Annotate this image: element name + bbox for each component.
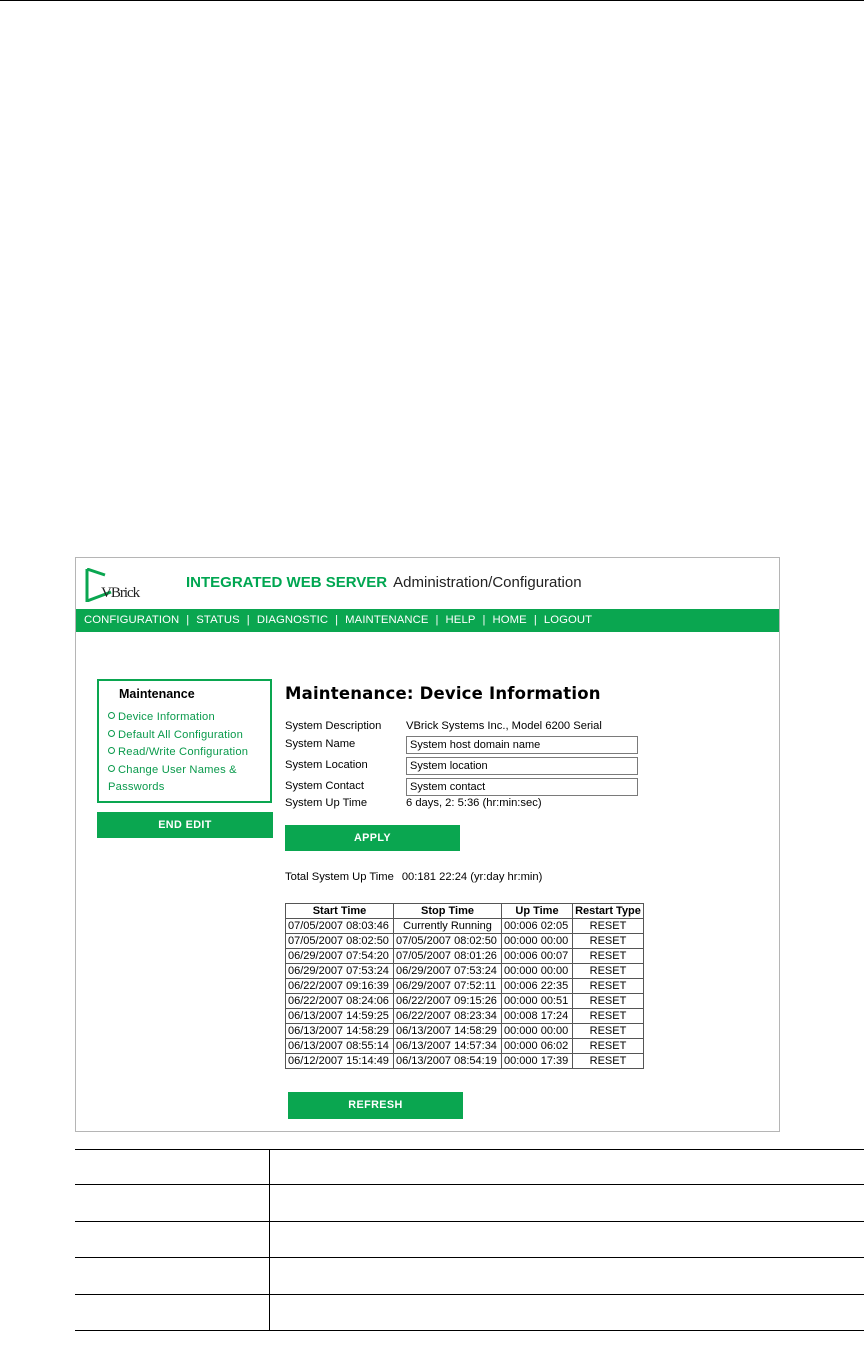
nav-logout[interactable]: LOGOUT <box>543 614 593 626</box>
table-header-row <box>286 904 644 919</box>
apply-button[interactable]: APPLY <box>285 825 460 851</box>
top-nav-bar: CONFIGURATION | STATUS | DIAGNOSTIC | MAINTENANCE | HELP | HOME | LOGOUT <box>76 609 779 632</box>
nav-help[interactable]: HELP <box>445 614 476 626</box>
cell-stop-time: 07/05/2007 08:01:26 <box>394 949 502 964</box>
app-title <box>186 574 582 591</box>
sidebar-title: Maintenance <box>119 687 195 701</box>
cell-restart-type: RESET <box>573 1054 644 1069</box>
cell-restart-type: RESET <box>573 994 644 1009</box>
cell-up-time: 00:006 00:07 <box>502 949 573 964</box>
system-description-value: VBrick Systems Inc., Model 6200 Serial <box>406 720 602 732</box>
cell-stop-time: 07/05/2007 08:02:50 <box>394 934 502 949</box>
column-divider <box>269 1185 270 1220</box>
total-uptime <box>285 871 542 883</box>
cell-start-time: 06/29/2007 07:54:20 <box>286 949 394 964</box>
column-divider <box>269 1222 270 1257</box>
app-title-strong: INTEGRATED WEB SERVER <box>186 574 388 591</box>
table-row <box>286 1054 644 1069</box>
table-row <box>286 1009 644 1024</box>
cell-start-time: 06/13/2007 08:55:14 <box>286 1039 394 1054</box>
total-uptime-value: 00:181 22:24 (yr:day hr:min) <box>401 871 543 883</box>
cell-up-time: 00:008 17:24 <box>502 1009 573 1024</box>
cell-up-time: 00:006 22:35 <box>502 979 573 994</box>
empty-table-row <box>75 1222 864 1258</box>
sidebar-item-label: Change User Names & Passwords <box>108 763 237 793</box>
column-divider <box>269 1258 270 1293</box>
refresh-button[interactable]: REFRESH <box>288 1092 463 1119</box>
table-row <box>286 979 644 994</box>
cell-start-time: 06/13/2007 14:59:25 <box>286 1009 394 1024</box>
nav-status[interactable]: STATUS <box>196 614 240 626</box>
system-contact-input[interactable] <box>406 778 638 796</box>
cell-up-time: 00:000 00:51 <box>502 994 573 1009</box>
system-name-input[interactable] <box>406 736 638 754</box>
cell-restart-type: RESET <box>573 1009 644 1024</box>
cell-start-time: 06/12/2007 15:14:49 <box>286 1054 394 1069</box>
cell-stop-time: 06/13/2007 14:57:34 <box>394 1039 502 1054</box>
app-title-rest: Administration/Configuration <box>393 574 582 591</box>
logo-text: VBrick <box>101 585 140 601</box>
total-uptime-label: Total System Up Time <box>285 871 394 883</box>
cell-start-time: 06/22/2007 08:24:06 <box>286 994 394 1009</box>
cell-start-time: 06/13/2007 14:58:29 <box>286 1024 394 1039</box>
nav-maintenance[interactable]: MAINTENANCE <box>345 614 429 626</box>
cell-start-time: 06/22/2007 09:16:39 <box>286 979 394 994</box>
cell-stop-time: 06/13/2007 08:54:19 <box>394 1054 502 1069</box>
system-description-label: System Description <box>285 720 382 732</box>
column-divider <box>269 1150 270 1184</box>
cell-restart-type: RESET <box>573 964 644 979</box>
system-location-input[interactable] <box>406 757 638 775</box>
table-row <box>286 919 644 934</box>
column-header-restart-type: Restart Type <box>573 904 644 919</box>
table-row <box>286 1039 644 1054</box>
system-name-label: System Name <box>285 738 356 750</box>
table-row <box>286 934 644 949</box>
document-empty-table <box>75 1149 864 1331</box>
cell-restart-type: RESET <box>573 979 644 994</box>
cell-up-time: 00:000 00:00 <box>502 964 573 979</box>
cell-stop-time: 06/13/2007 14:58:29 <box>394 1024 502 1039</box>
cell-start-time: 07/05/2007 08:03:46 <box>286 919 394 934</box>
table-row <box>286 994 644 1009</box>
empty-table-row <box>75 1149 864 1185</box>
table-row <box>286 1024 644 1039</box>
cell-restart-type: RESET <box>573 934 644 949</box>
maintenance-sidebar <box>97 679 272 803</box>
cell-restart-type: RESET <box>573 949 644 964</box>
cell-start-time: 07/05/2007 08:02:50 <box>286 934 394 949</box>
page-top-rule <box>0 0 864 1</box>
sidebar-item-read-write-configuration[interactable] <box>108 744 268 762</box>
system-uptime-label: System Up Time <box>285 797 368 809</box>
column-divider <box>269 1295 270 1330</box>
cell-up-time: 00:000 17:39 <box>502 1054 573 1069</box>
cell-start-time: 06/29/2007 07:53:24 <box>286 964 394 979</box>
cell-stop-time: 06/22/2007 08:23:34 <box>394 1009 502 1024</box>
vbrick-logo <box>85 568 140 602</box>
nav-configuration[interactable]: CONFIGURATION <box>84 614 180 626</box>
system-location-label: System Location <box>285 759 368 771</box>
bullet-icon <box>108 712 115 719</box>
cell-up-time: 00:000 06:02 <box>502 1039 573 1054</box>
cell-restart-type: RESET <box>573 919 644 934</box>
sidebar-item-device-information[interactable] <box>108 709 268 727</box>
web-server-screenshot <box>75 557 780 1132</box>
sidebar-item-label: Read/Write Configuration <box>118 746 249 758</box>
nav-diagnostic[interactable]: DIAGNOSTIC <box>256 614 329 626</box>
cell-stop-time: 06/29/2007 07:52:11 <box>394 979 502 994</box>
end-edit-button[interactable]: END EDIT <box>97 812 273 838</box>
sidebar-item-label: Device Information <box>118 711 215 723</box>
table-row <box>286 949 644 964</box>
cell-stop-time: 06/22/2007 09:15:26 <box>394 994 502 1009</box>
app-header <box>76 558 779 608</box>
cell-up-time: 00:006 02:05 <box>502 919 573 934</box>
system-uptime-value: 6 days, 2: 5:36 (hr:min:sec) <box>406 797 542 809</box>
page-title: Maintenance: Device Information <box>285 684 601 703</box>
restart-history-table <box>285 903 644 1069</box>
cell-up-time: 00:000 00:00 <box>502 934 573 949</box>
sidebar-item-label: Default All Configuration <box>118 728 244 741</box>
table-row <box>286 964 644 979</box>
sidebar-item-change-user-names[interactable] <box>108 762 268 797</box>
cell-up-time: 00:000 00:00 <box>502 1024 573 1039</box>
system-contact-label: System Contact <box>285 780 364 792</box>
column-header-start-time: Start Time <box>286 904 394 919</box>
column-header-stop-time: Stop Time <box>394 904 502 919</box>
cell-restart-type: RESET <box>573 1039 644 1054</box>
nav-home[interactable]: HOME <box>492 614 527 626</box>
bullet-icon <box>108 765 115 772</box>
bullet-icon <box>108 747 115 754</box>
empty-table-row <box>75 1258 864 1294</box>
empty-table-row <box>75 1185 864 1221</box>
cell-restart-type: RESET <box>573 1024 644 1039</box>
empty-table-row <box>75 1295 864 1331</box>
cell-stop-time: 06/29/2007 07:53:24 <box>394 964 502 979</box>
cell-stop-time: Currently Running <box>394 919 502 934</box>
bullet-icon <box>108 730 115 737</box>
sidebar-item-default-all-configuration[interactable] <box>108 727 268 745</box>
column-header-up-time: Up Time <box>502 904 573 919</box>
